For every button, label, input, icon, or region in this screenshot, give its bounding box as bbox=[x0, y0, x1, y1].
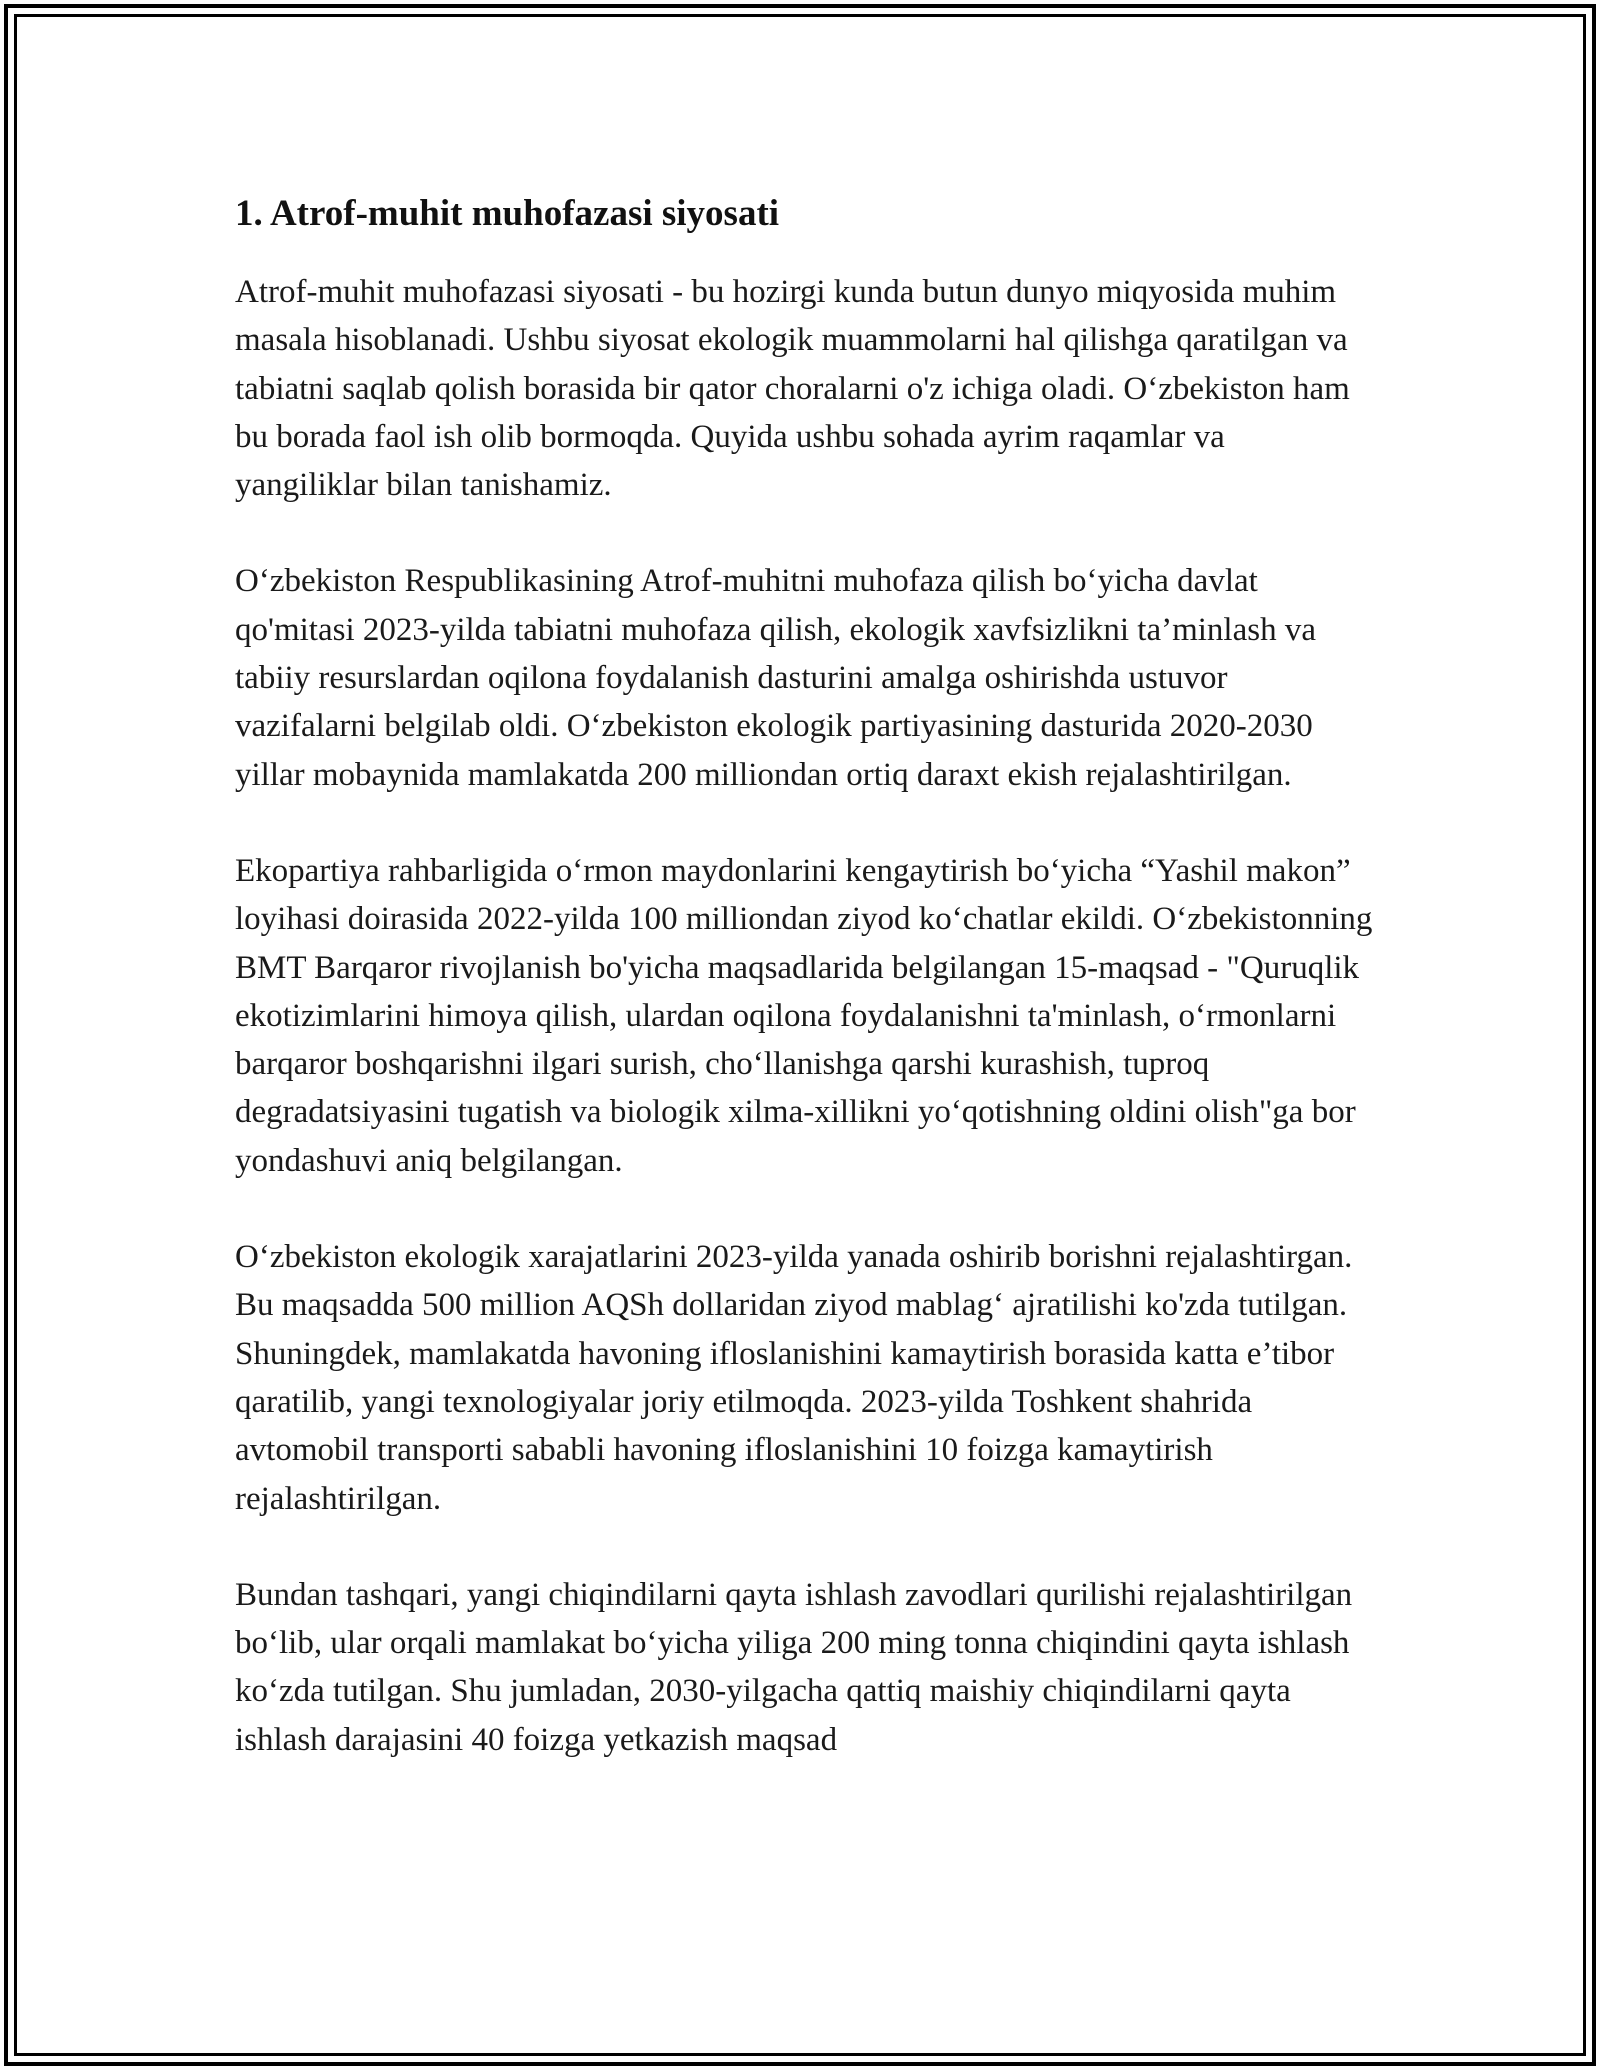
paragraph-expenditures: O‘zbekiston ekologik xarajatlarini 2023-yilda yanada oshirib borishni rejalashtirgan. Bu maqsadda 500 million AQSh dollaridan ziyod mablag‘ ajratilishi ko'zda tutilgan. Shuningdek, mamlakatda havoning ifloslanishini kamaytirish borasida katta e’tibor qaratilib, yangi texnologiyalar joriy etilmoqda. 2023-yilda Toshkent shahrida avtomobil transporti sababli havoning ifloslanishini 10 foizga kamaytirish rejalashtirilgan. bbox=[235, 1239, 1353, 1517]
paragraph-intro: Atrof-muhit muhofazasi siyosati - bu hozirgi kunda butun dunyo miqyosida muhim masala hisoblanadi. Ushbu siyosat ekologik muammolarni hal qilishga qaratilgan va tabiatni saqlab qolish borasida bir qator choralarni o'z ichiga oladi. O‘zbekiston ham bu borada faol ish olib bormoqda. Quyida ushbu sohada ayrim raqamlar va yangiliklar bilan tanishamiz. bbox=[235, 274, 1350, 504]
paragraph-waste-recycling: Bundan tashqari, yangi chiqindilarni qayta ishlash zavodlari qurilishi rejalashtirilgan bo‘lib, ular orqali mamlakat bo‘yicha yiliga 200 ming tonna chiqindini qayta ishlash ko‘zda tutilgan. Shu jumladan, 2030-yilgacha qattiq maishiy chiqindilarni qayta ishlash darajasini 40 foizga yetkazish maqsad bbox=[235, 1576, 1353, 1758]
paragraph-state-committee: O‘zbekiston Respublikasining Atrof-muhitni muhofaza qilish bo‘yicha davlat qo'mitasi 2023-yilda tabiatni muhofaza qilish, ekologik xavfsizlikni ta’minlash va tabiiy resurslardan oqilona foydalanish dasturini amalga oshirishda ustuvor vazifalarni belgilab oldi. O‘zbekiston ekologik partiyasining dasturida 2020-2030 yillar mobaynida mamlakatda 200 milliondan ortiq daraxt ekish rejalashtirilgan. bbox=[235, 563, 1316, 793]
section-heading: 1. Atrof-muhit muhofazasi siyosati bbox=[235, 193, 780, 234]
paragraph-yashil-makon: Ekopartiya rahbarligida o‘rmon maydonlarini kengaytirish bo‘yicha “Yashil makon” loyihasi doirasida 2022-yilda 100 milliondan ziyod ko‘chatlar ekildi. O‘zbekistonning BMT Barqaror rivojlanish bo'yicha maqsadlarida belgilangan 15-maqsad - "Quruqlik ekotizimlarini himoya qilish, ulardan oqilona foydalanishni ta'minlash, o‘rmonlarni barqaror boshqarishni ilgari surish, cho‘llanishga qarshi kurashish, tuproq degradatsiyasini tugatish va biologik xilma-xillikni yo‘qotishning oldini olish"ga bor yondashuvi aniq belgilangan. bbox=[235, 852, 1373, 1179]
document-body bbox=[235, 186, 1375, 1812]
